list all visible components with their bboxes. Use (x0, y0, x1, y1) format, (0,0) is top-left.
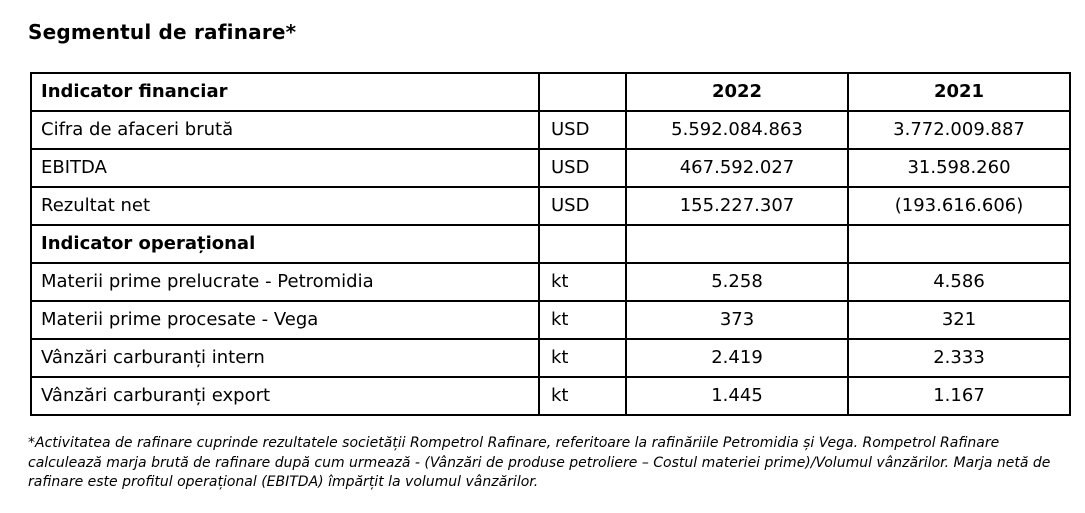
row-label: EBITDA (31, 149, 539, 187)
row-value-2022: 155.227.307 (626, 187, 848, 225)
table-row (31, 263, 1070, 301)
table-row (31, 149, 1070, 187)
row-value-2022: 2.419 (626, 339, 848, 377)
row-value-2021: 3.772.009.887 (848, 111, 1070, 149)
row-value-2022 (626, 225, 848, 263)
row-label: Materii prime procesate - Vega (31, 301, 539, 339)
row-unit: kt (539, 377, 626, 415)
row-value-2021: 321 (848, 301, 1070, 339)
row-value-2022: 467.592.027 (626, 149, 848, 187)
row-label: Vânzări carburanți export (31, 377, 539, 415)
row-label: Cifra de afaceri brută (31, 111, 539, 149)
row-value-2022: 5.592.084.863 (626, 111, 848, 149)
table-row (31, 187, 1070, 225)
header-unit (539, 73, 626, 111)
table-row (31, 301, 1070, 339)
table-row (31, 339, 1070, 377)
section-title: Segmentul de rafinare* (28, 20, 297, 44)
row-unit: kt (539, 263, 626, 301)
footnote: *Activitatea de rafinare cuprinde rezultatele societății Rompetrol Rafinare, referitoare la rafinăriile Petromidia și Vega. Rompetrol Rafinare calculează marja brută de rafinare după cum urmează - (Vânzări de produse petroliere – Costul materiei prime)/Volumul vânzărilor. Marja netă de rafinare este profitul operațional (EBITDA) împărțit la volumul vânzărilor. (28, 435, 1051, 490)
row-unit: USD (539, 111, 626, 149)
table-header-row (31, 73, 1070, 111)
row-value-2021: 1.167 (848, 377, 1070, 415)
table-row (31, 377, 1070, 415)
row-value-2021 (848, 225, 1070, 263)
row-unit: USD (539, 187, 626, 225)
refining-segment-table (30, 72, 1071, 416)
header-year-2021: 2021 (848, 73, 1070, 111)
table-section-row (31, 225, 1070, 263)
header-year-2022: 2022 (626, 73, 848, 111)
row-value-2021: 2.333 (848, 339, 1070, 377)
row-label: Materii prime prelucrate - Petromidia (31, 263, 539, 301)
row-value-2022: 5.258 (626, 263, 848, 301)
row-value-2022: 1.445 (626, 377, 848, 415)
row-value-2022: 373 (626, 301, 848, 339)
row-value-2021: (193.616.606) (848, 187, 1070, 225)
row-unit: kt (539, 301, 626, 339)
row-unit (539, 225, 626, 263)
row-value-2021: 31.598.260 (848, 149, 1070, 187)
row-unit: kt (539, 339, 626, 377)
header-indicator: Indicator financiar (31, 73, 539, 111)
section-label-operational: Indicator operațional (31, 225, 539, 263)
row-value-2021: 4.586 (848, 263, 1070, 301)
row-label: Vânzări carburanți intern (31, 339, 539, 377)
row-unit: USD (539, 149, 626, 187)
row-label: Rezultat net (31, 187, 539, 225)
table-row (31, 111, 1070, 149)
